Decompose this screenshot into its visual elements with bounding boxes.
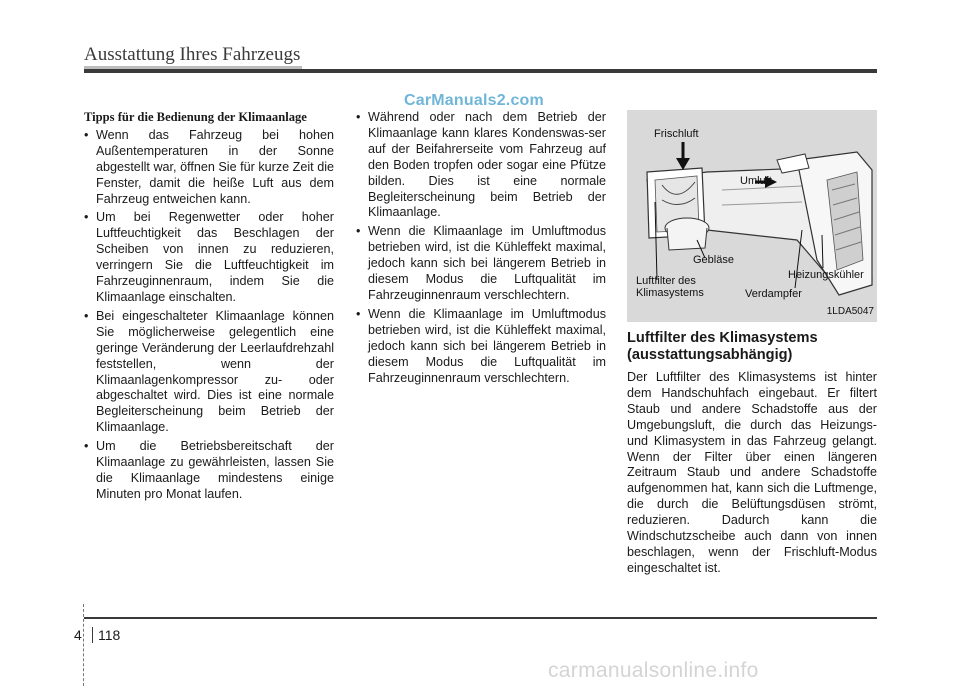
tips-heading: Tipps für die Bedienung der Klimaanlage [84, 110, 307, 124]
hvac-diagram [627, 110, 877, 322]
column-right [627, 110, 877, 577]
section-title: Luftfilter des Klimasystems (ausstattungsabhängig) [627, 330, 818, 363]
column-middle [356, 110, 606, 389]
chapter-number: 4 [74, 627, 82, 643]
label-luftfilter: Luftfilter des Klimasystems [636, 275, 704, 299]
diagram-code: 1LDA5047 [826, 306, 874, 318]
list-item: • Während oder nach dem Betrieb der Klimaanlage kann klares Kondenswas-ser auf der Beifahrerseite vom Fahrzeug auf den Boden tropfen oder sogar eine Pfütze bilden. Dies ist eine normale Begleiterscheinung beim Betrieb der Klimaanlage. [356, 110, 606, 221]
list-item: • Wenn die Klimaanlage im Umluftmodus betrieben wird, ist die Kühleffekt maximal, jedoch kann sich bei längerem Betrieb in diesem Modus die Luftqualität im Fahrzeuginnenraum verschlechtern. [356, 224, 606, 304]
label-geblaese: Gebläse [693, 254, 734, 266]
header-rule [84, 69, 877, 73]
page-header-title: Ausstattung Ihres Fahrzeugs [84, 44, 301, 65]
label-umluft: Umluft [740, 175, 772, 187]
section-body: Der Luftfilter des Klimasystems ist hinter dem Handschuhfach eingebaut. Er filtert Staub und andere Schadstoffe aus der Umgebungsluft, die durch das Heizungs- und Klimasystem in das Fahrzeug gelangt. Wenn der Filter über einen längeren Zeitraum Staub und andere Schadstoffe aufgenommen hat, kann sich die Luftmenge, die durch die Belüftungsdüsen strömt, reduzieren. Dadurch kann die Windschutzscheibe auch dann von innen beschlagen, wenn der Frischluft-Modus eingeschaltet ist. [627, 370, 877, 575]
tips-list [84, 128, 334, 503]
label-frischluft: Frischluft [654, 128, 699, 140]
margin-dash [83, 604, 84, 686]
list-item: • Wenn das Fahrzeug bei hohen Außentemperaturen in der Sonne abgestellt war, öffnen Sie für kurze Zeit die Fenster, damit die heiße Luft aus dem Fahrzeug entweichen kann. [84, 128, 334, 208]
watermark-top: CarManuals2.com [404, 92, 544, 109]
label-verdampfer: Verdampfer [745, 288, 802, 300]
list-item: • Um die Betriebsbereitschaft der Klimaanlage zu gewährleisten, lassen Sie die Klimaanlage mindestens einige Minuten pro Monat laufen. [84, 439, 334, 503]
tips-list-continued [356, 110, 606, 386]
label-heizungskuehler: Heizungskühler [788, 269, 864, 281]
footer-rule [84, 617, 877, 619]
list-item: • Um bei Regenwetter oder hoher Luftfeuchtigkeit das Beschlagen der Scheiben von innen zu reduzieren, verringern Sie die Luftfeuchtigkeit im Fahrzeuginnenraum, indem Sie die Klimaanlage einschalten. [84, 210, 334, 305]
page-number: 118 [92, 627, 120, 643]
column-left [84, 110, 334, 506]
list-item: • Bei eingeschalteter Klimaanlage können Sie möglicherweise gelegentlich eine geringe Veränderung der Leerlaufdrehzahl feststellen, wenn der Klimaanlagenkompressor zu- oder abgeschaltet wird. Dies ist eine normale Begleiterscheinung beim Betrieb der Klimaanlage. [84, 309, 334, 436]
list-item: • Wenn die Klimaanlage im Umluftmodus betrieben wird, ist die Kühleffekt maximal, jedoch kann sich bei längerem Betrieb in diesem Modus die Luftqualität im Fahrzeuginnenraum verschlechtern. [356, 307, 606, 387]
watermark-bottom: carmanualsonline.info [548, 659, 759, 682]
